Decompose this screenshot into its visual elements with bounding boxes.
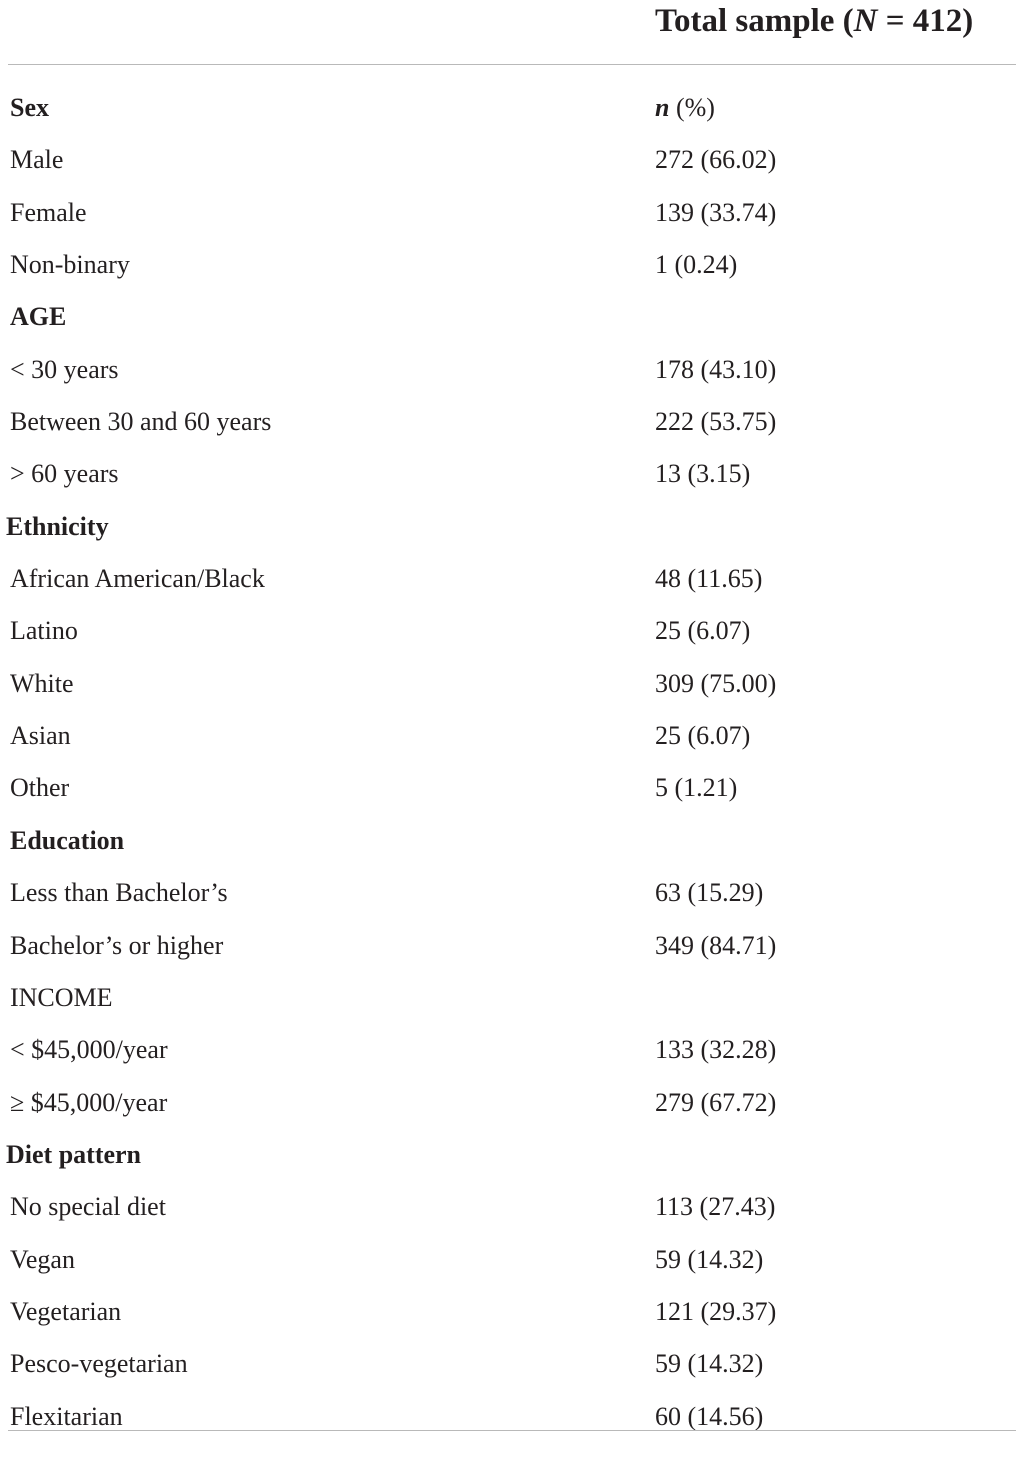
row-label: Sex [10, 93, 49, 122]
table-row [0, 239, 1021, 291]
table-header [0, 0, 1021, 44]
column-header-prefix: Total sample ( [655, 3, 854, 39]
row-value-suffix: (%) [669, 93, 715, 122]
column-header-n-symbol: N [853, 3, 878, 39]
table-row [0, 1077, 1021, 1129]
table-row [0, 920, 1021, 972]
row-value: 48 (11.65) [655, 564, 763, 594]
column-header-suffix: = 412) [877, 3, 974, 39]
table-row [0, 1338, 1021, 1390]
row-label: > 60 years [10, 459, 119, 489]
row-value: 133 (32.28) [655, 1035, 777, 1065]
table-row [0, 134, 1021, 186]
row-label: Less than Bachelor’s [10, 878, 228, 908]
row-value: 139 (33.74) [655, 197, 777, 227]
row-label: Female [10, 197, 87, 227]
table-row [0, 1286, 1021, 1338]
row-label: < $45,000/year [10, 1035, 168, 1065]
row-value: 279 (67.72) [655, 1087, 777, 1117]
row-label: INCOME [10, 982, 113, 1012]
row-label: Diet pattern [6, 1139, 142, 1169]
row-value: 13 (3.15) [655, 459, 751, 489]
table-row [0, 710, 1021, 762]
row-label: Vegan [10, 1244, 75, 1274]
table-row [0, 553, 1021, 605]
row-label: Flexitarian [10, 1401, 123, 1431]
row-label: ≥ $45,000/year [10, 1087, 168, 1117]
row-value: 59 (14.32) [655, 1349, 764, 1379]
row-value: 25 (6.07) [655, 721, 751, 751]
table-row [0, 344, 1021, 396]
table-row [0, 605, 1021, 657]
table-row [0, 187, 1021, 239]
row-value: 25 (6.07) [655, 616, 751, 646]
row-value: 59 (14.32) [655, 1244, 764, 1274]
table-row [0, 1234, 1021, 1286]
row-value: 63 (15.29) [655, 878, 764, 908]
table-row [0, 972, 1021, 1024]
table-row [0, 396, 1021, 448]
row-value: 272 (66.02) [655, 145, 777, 175]
row-value: 309 (75.00) [655, 668, 777, 698]
row-value: 222 (53.75) [655, 407, 777, 437]
table-row [0, 501, 1021, 553]
row-label: AGE [10, 302, 67, 332]
row-label: African American/Black [10, 564, 265, 594]
row-label: Male [10, 145, 64, 175]
row-label: Ethnicity [6, 511, 109, 541]
row-value: 1 (0.24) [655, 250, 738, 280]
table-row [0, 291, 1021, 343]
table-row [0, 1024, 1021, 1076]
row-label: White [10, 668, 74, 698]
row-label: Education [10, 825, 125, 855]
table-body [0, 82, 1021, 1443]
row-value [655, 92, 715, 124]
row-value-italic: n [655, 93, 670, 122]
table-row [0, 762, 1021, 814]
row-value: 349 (84.71) [655, 930, 777, 960]
table-row [0, 815, 1021, 867]
row-label: No special diet [10, 1192, 166, 1222]
row-label: Between 30 and 60 years [10, 407, 272, 437]
row-label: Other [10, 773, 70, 803]
row-label: Latino [10, 616, 78, 646]
table-row [0, 1391, 1021, 1443]
table-row [0, 448, 1021, 500]
row-label: Non-binary [10, 250, 130, 280]
row-value: 60 (14.56) [655, 1401, 764, 1431]
row-value: 121 (29.37) [655, 1296, 777, 1326]
table-row [0, 1181, 1021, 1233]
column-header-total-sample [655, 0, 973, 42]
row-value: 178 (43.10) [655, 354, 777, 384]
top-rule [8, 64, 1016, 65]
row-label: Vegetarian [10, 1296, 122, 1326]
row-value: 5 (1.21) [655, 773, 738, 803]
table-row [0, 1129, 1021, 1181]
row-label: Bachelor’s or higher [10, 930, 224, 960]
row-label: Asian [10, 721, 71, 751]
table-row [0, 82, 1021, 134]
table-row [0, 658, 1021, 710]
table-row [0, 867, 1021, 919]
row-value: 113 (27.43) [655, 1192, 776, 1222]
bottom-rule [8, 1430, 1016, 1431]
row-label: Pesco-vegetarian [10, 1349, 188, 1379]
row-label: < 30 years [10, 354, 119, 384]
